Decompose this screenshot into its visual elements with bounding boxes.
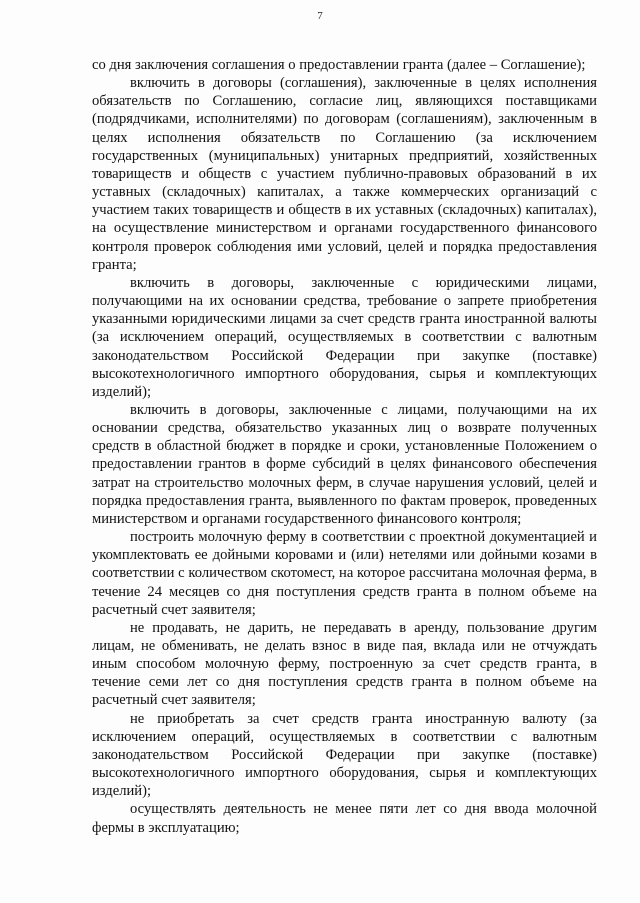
paragraph: включить в договоры, заключенные с лицами, получающими на их основании средства, обязательство указанных лиц о возврате полученных средств в областной бюджет в порядке и сроки, установленные Положением о предоставлении грантов в форме субсидий в целях финансового обеспечения затрат на строительство молочных ферм, в случае нарушения условий, целей и порядка предоставления гранта, выявленного по фактам проверок, проведенных министерством и органами государственного финансового контроля; (92, 401, 597, 527)
paragraph: включить в договоры (соглашения), заключенные в целях исполнения обязательств по Соглашению, согласие лиц, являющихся поставщиками (подрядчиками, исполнителями) по договорам (соглашениям), заключенным в целях исполнения обязательств по Соглашению (за исключением государственных (муниципальных) унитарных предприятий, хозяйственных товариществ и обществ с участием публично-правовых образований в их уставных (складочных) капиталах, а также коммерческих организаций с участием таких товариществ и обществ в их уставных (складочных) капиталах), на осуществление министерством и органами государственного финансового контроля проверок соблюдения ими условий, целей и порядка предоставления гранта; (92, 75, 597, 273)
paragraph: построить молочную ферму в соответствии с проектной документацией и укомплектовать ее дойными коровами и (или) нетелями или дойными козами в соответствии с количеством скотомест, на которое рассчитана молочная ферма, в течение 24 месяцев со дня поступления средств гранта в полном объеме на расчетный счет заявителя; (92, 529, 597, 618)
paragraph: включить в договоры, заключенные с юридическими лицами, получающими на их основании средства, требование о запрете приобретения указанными юридическими лицами за счет средств гранта иностранной валюты (за исключением операций, осуществляемых в соответствии с валютным законодательством Российской Федерации при закупке (поставке) высокотехнологичного импортного оборудования, сырья и комплектующих изделий); (92, 274, 597, 400)
page-number: 7 (317, 10, 323, 22)
paragraph: со дня заключения соглашения о предоставлении гранта (далее – Соглашение); (92, 57, 586, 73)
paragraph: осуществлять деятельность не менее пяти лет со дня ввода молочной фермы в эксплуатацию; (92, 801, 597, 836)
paragraph: не приобретать за счет средств гранта иностранную валюту (за исключением операций, осуществляемых в соответствии с валютным законодательством Российской Федерации при закупке (поставке) высокотехнологичного импортного оборудования, сырья и комплектующих изделий); (92, 710, 597, 800)
document-body (92, 56, 597, 837)
paragraph: не продавать, не дарить, не передавать в аренду, пользование другим лицам, не обменивать, не делать взнос в виде пая, вклада или не отчуждать иным способом молочную ферму, построенную за счет средств гранта, в течение семи лет со дня поступления средств гранта в полном объеме на расчетный счет заявителя; (92, 619, 597, 709)
